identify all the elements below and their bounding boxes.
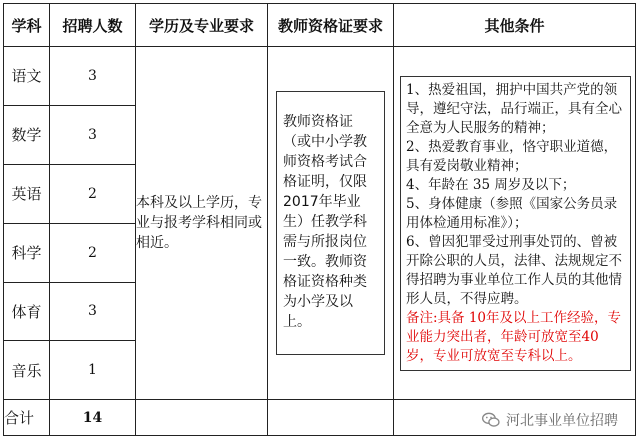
count-cell: 3 bbox=[50, 282, 136, 341]
count-cell: 2 bbox=[50, 164, 136, 223]
header-conditions: 其他条件 bbox=[394, 4, 636, 47]
condition-item: 4、年龄在 35 周岁及以下； bbox=[406, 176, 576, 193]
count-cell: 3 bbox=[50, 47, 136, 106]
count-cell: 3 bbox=[50, 105, 136, 164]
count-cell: 2 bbox=[50, 223, 136, 282]
condition-item: 2、热爱教育事业，恪守职业道德，具有爱岗敬业精神； bbox=[406, 138, 618, 174]
education-cell bbox=[136, 47, 268, 400]
condition-item: 1、热爱祖国，拥护中国共产党的领导，遵纪守法，品行端正，具有全心全意为人民服务的精神； bbox=[406, 81, 622, 136]
total-empty-cell bbox=[268, 400, 394, 436]
watermark-text: 河北事业单位招聘 bbox=[506, 413, 618, 429]
header-education: 学历及专业要求 bbox=[136, 4, 268, 47]
table-row bbox=[4, 47, 636, 106]
subject-cell: 语文 bbox=[4, 47, 50, 106]
condition-item: 5、身体健康（参照《国家公务员录用体检通用标准》）； bbox=[406, 195, 618, 231]
total-value: 14 bbox=[50, 400, 136, 436]
education-text: 本科及以上学历，专业与报考学科相同或相近。 bbox=[136, 195, 262, 252]
total-empty-cell bbox=[136, 400, 268, 436]
header-subject: 学科 bbox=[4, 4, 50, 47]
subject-cell: 数学 bbox=[4, 105, 50, 164]
conditions-cell bbox=[394, 47, 636, 400]
count-cell: 1 bbox=[50, 341, 136, 400]
conditions-box bbox=[400, 76, 631, 371]
watermark bbox=[481, 410, 618, 430]
condition-note: 备注:具备 10年及以上工作经验，专业能力突出者，年龄可放宽至40 岁，专业可放宽至专科以上。 bbox=[406, 309, 622, 364]
header-certificate: 教师资格证要求 bbox=[268, 4, 394, 47]
subject-cell: 英语 bbox=[4, 164, 50, 223]
subject-cell: 体育 bbox=[4, 282, 50, 341]
certificate-text: 教师资格证（或中小学教师资格考试合格证明，仅限2017年毕业生）任教学科需与所报岗位一致。教师资格证资格种类为小学及以上。 bbox=[283, 114, 367, 331]
recruitment-table bbox=[3, 3, 636, 436]
certificate-cell bbox=[268, 47, 394, 400]
certificate-box bbox=[276, 91, 385, 355]
total-label: 合计 bbox=[4, 400, 50, 436]
header-row bbox=[4, 4, 636, 47]
header-count: 招聘人数 bbox=[50, 4, 136, 47]
wechat-icon bbox=[481, 410, 501, 430]
condition-item: 6、曾因犯罪受过刑事处罚的、曾被开除公职的人员，法律、法规规定不得招聘为事业单位工作人员的其他情形人员，不得应聘。 bbox=[406, 233, 622, 307]
subject-cell: 科学 bbox=[4, 223, 50, 282]
subject-cell: 音乐 bbox=[4, 341, 50, 400]
